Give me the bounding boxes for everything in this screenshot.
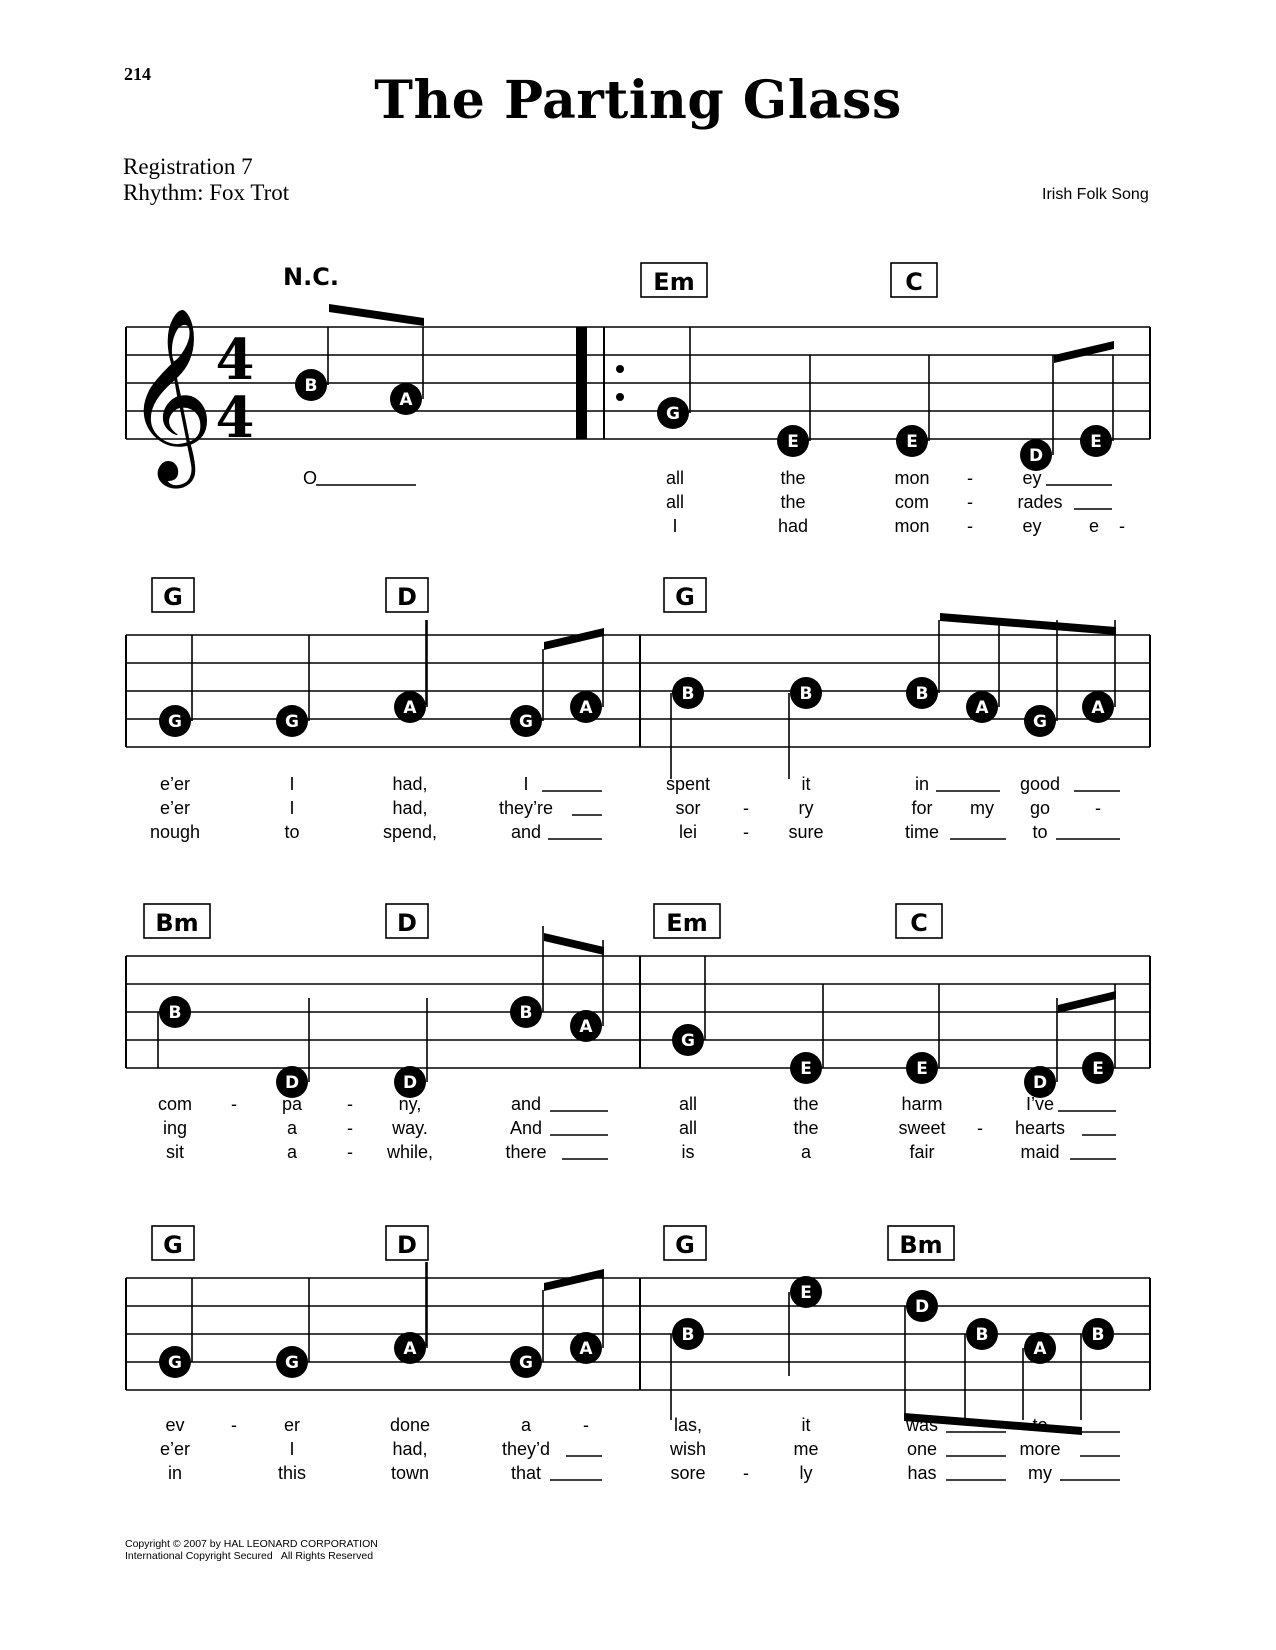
no-chord-label: N.C. [283,263,339,291]
note-letter: E [800,1283,812,1303]
lyric-syllable: com [894,492,930,512]
note-letter: B [681,1325,695,1345]
lyric-syllable: - [347,1142,353,1162]
note-letter: A [579,1017,593,1037]
chord-symbol: G [675,583,695,611]
note-letter: G [519,1353,533,1373]
lyric-syllable: I [289,774,295,794]
lyric-syllable: has [907,1463,937,1483]
note-letter: A [403,698,417,718]
note-letter: A [1033,1339,1047,1359]
note-letter: E [906,432,918,452]
beam [1058,991,1116,1013]
chord-symbol: D [397,1231,417,1259]
lyric-syllable: the [780,468,806,488]
lyric-syllable: they’re [498,798,554,818]
repeat-dot [616,365,624,373]
lyric-syllable: way. [392,1118,428,1138]
lyric-syllable: spent [665,774,711,794]
lyric-syllable: all [678,1118,698,1138]
staff-system [126,904,1150,1159]
lyric-syllable: and [510,822,542,842]
note-letter: G [1033,712,1047,732]
lyric-syllable: go [1029,798,1051,818]
lyric-syllable: sweet [898,1118,946,1138]
lyric-syllable: they’d [501,1439,551,1459]
lyric-syllable: e’er [159,1439,191,1459]
chord-symbol: D [397,583,417,611]
lyric-syllable: - [1095,798,1101,818]
lyric-syllable: sit [166,1142,184,1162]
repeat-thick-bar [576,327,587,439]
note-letter: G [285,1353,299,1373]
chord-symbol: G [163,583,183,611]
note-letter: E [1092,1059,1104,1079]
note-letter: A [399,390,413,410]
note-letter: D [402,1073,418,1093]
lyric-syllable: one [906,1439,938,1459]
lyric-syllable: - [1119,516,1125,536]
lyric-syllable: done [389,1415,431,1435]
beam [1054,341,1114,363]
chord-symbol: C [910,909,928,937]
lyric-syllable: a [286,1142,298,1162]
note-letter: B [168,1003,182,1023]
lyric-syllable: I’ve [1025,1094,1055,1114]
lyric-syllable: my [970,798,994,818]
beam [544,628,604,650]
note-letter: G [681,1031,695,1051]
lyric-syllable: - [583,1415,589,1435]
lyric-syllable: ing [162,1118,188,1138]
lyric-syllable: had, [392,798,428,818]
lyric-syllable: to [284,822,300,842]
note-letter: E [1090,432,1102,452]
lyric-syllable: to [1032,1415,1048,1435]
staff-system [126,1226,1150,1480]
chord-symbol: G [675,1231,695,1259]
note-letter: B [304,376,318,396]
lyric-syllable: rades [1017,492,1063,512]
note-letter: G [519,712,533,732]
lyric-syllable: the [780,492,806,512]
lyric-syllable: harm [901,1094,943,1114]
beam [329,304,424,326]
lyric-syllable: while, [386,1142,434,1162]
lyric-syllable: And [509,1118,543,1138]
lyric-syllable: is [681,1142,695,1162]
lyric-syllable: a [520,1415,532,1435]
lyric-syllable: all [665,468,685,488]
song-title: The Parting Glass [374,70,902,131]
lyric-syllable: more [1019,1439,1061,1459]
lyric-syllable: had, [392,1439,428,1459]
lyric-syllable: I [289,1439,295,1459]
lyric-syllable: in [167,1463,183,1483]
lyric-syllable: mon [894,468,930,488]
lyric-syllable: for [911,798,933,818]
note-letter: D [914,1297,930,1317]
lyric-syllable: ev [165,1415,185,1435]
beam [940,613,1116,635]
lyric-syllable: had [777,516,809,536]
chord-symbol: Em [653,268,695,296]
note-letter: E [787,432,799,452]
lyric-syllable: - [347,1118,353,1138]
note-letter: B [915,684,929,704]
lyric-syllable: that [510,1463,542,1483]
lyric-syllable: ey [1022,468,1042,488]
staff-system [126,578,1150,839]
lyric-syllable: wish [669,1439,707,1459]
lyric-syllable: me [793,1439,819,1459]
lyric-syllable: pa [281,1094,303,1114]
lyric-syllable: my [1028,1463,1052,1483]
note-letter: G [168,1353,182,1373]
chord-symbol: Bm [899,1231,943,1259]
note-letter: E [916,1059,928,1079]
note-letter: G [666,404,680,424]
lyric-syllable: - [743,822,749,842]
chord-symbol: D [397,909,417,937]
lyric-syllable: a [286,1118,298,1138]
lyric-syllable: er [283,1415,301,1435]
note-letter: A [579,698,593,718]
lyric-syllable: it [801,1415,811,1435]
lyric-syllable: I [672,516,678,536]
time-signature-top: 4 [215,327,255,393]
lyric-syllable: town [390,1463,430,1483]
lyric-syllable: the [793,1094,819,1114]
lyric-syllable: e [1088,516,1100,536]
note-letter: B [519,1003,533,1023]
note-letter: B [975,1325,989,1345]
lyric-syllable: all [665,492,685,512]
lyric-syllable: - [743,798,749,818]
lyric-syllable: nough [149,822,201,842]
beam [544,1269,604,1291]
note-letter: A [579,1339,593,1359]
note-letter: B [1091,1325,1105,1345]
note-letter: B [681,684,695,704]
lyric-syllable: - [977,1118,983,1138]
lyric-syllable: to [1032,822,1048,842]
note-letter: A [403,1339,417,1359]
lyric-syllable: was [905,1415,939,1435]
lyric-syllable: ry [798,798,814,818]
composer-credit: Irish Folk Song [1042,186,1149,203]
lyric-syllable: ly [799,1463,813,1483]
lyric-syllable: sure [788,822,824,842]
lyric-syllable: - [347,1094,353,1114]
lyric-syllable: - [743,1463,749,1483]
lyric-syllable: - [231,1094,237,1114]
lyric-syllable: mon [894,516,930,536]
lyric-syllable: had, [392,774,428,794]
note-letter: G [168,712,182,732]
lyric-syllable: com [157,1094,193,1114]
note-letter: A [975,698,989,718]
lyric-syllable: this [277,1463,307,1483]
chord-symbol: C [905,268,923,296]
note-letter: A [1091,698,1105,718]
note-letter: B [799,684,813,704]
treble-clef-icon: 𝄞 [125,307,215,481]
lyric-syllable: all [678,1094,698,1114]
note-letter: G [285,712,299,732]
lyric-syllable: lei [678,822,698,842]
lyric-syllable: a [800,1142,812,1162]
chord-symbol: Em [666,909,708,937]
lyric-syllable: fair [909,1142,935,1162]
lyric-syllable: good [1019,774,1061,794]
lyric-syllable: - [967,492,973,512]
lyric-syllable: hearts [1014,1118,1066,1138]
lyric-syllable: - [231,1415,237,1435]
note-letter: D [284,1073,300,1093]
page-number: 214 [124,64,151,84]
staff-system [126,263,1150,509]
lyric-syllable: e’er [159,798,191,818]
note-letter: E [800,1059,812,1079]
lyric-syllable: las, [673,1415,703,1435]
lyric-syllable: spend, [382,822,438,842]
lyric-syllable: O [303,468,318,488]
note-letter: D [1032,1073,1048,1093]
lyric-syllable: I [523,774,529,794]
lyric-syllable: sor [675,798,701,818]
lyric-syllable: in [914,774,930,794]
lyric-syllable: and [510,1094,542,1114]
lyric-syllable: time [904,822,940,842]
lyric-syllable: I [289,798,295,818]
lyric-syllable: e’er [159,774,191,794]
beam [544,933,604,955]
lyric-syllable: the [793,1118,819,1138]
lyric-syllable: maid [1020,1142,1060,1162]
lyric-syllable: - [967,516,973,536]
lyric-syllable: sore [670,1463,706,1483]
chord-symbol: G [163,1231,183,1259]
repeat-dot [616,393,624,401]
chord-symbol: Bm [155,909,199,937]
lyric-syllable: - [967,468,973,488]
lyric-syllable: there [505,1142,547,1162]
time-signature-bottom: 4 [215,385,255,451]
rhythm-label: Rhythm: Fox Trot [123,180,290,205]
registration-label: Registration 7 [123,154,253,179]
lyric-syllable: ey [1022,516,1042,536]
lyric-syllable: ny, [398,1094,422,1114]
copyright-notice: Copyright © 2007 by HAL LEONARD CORPORATION International Copyright Secured All Rights Reserved [125,1538,378,1562]
lyric-syllable: it [801,774,811,794]
note-letter: D [1028,446,1044,466]
